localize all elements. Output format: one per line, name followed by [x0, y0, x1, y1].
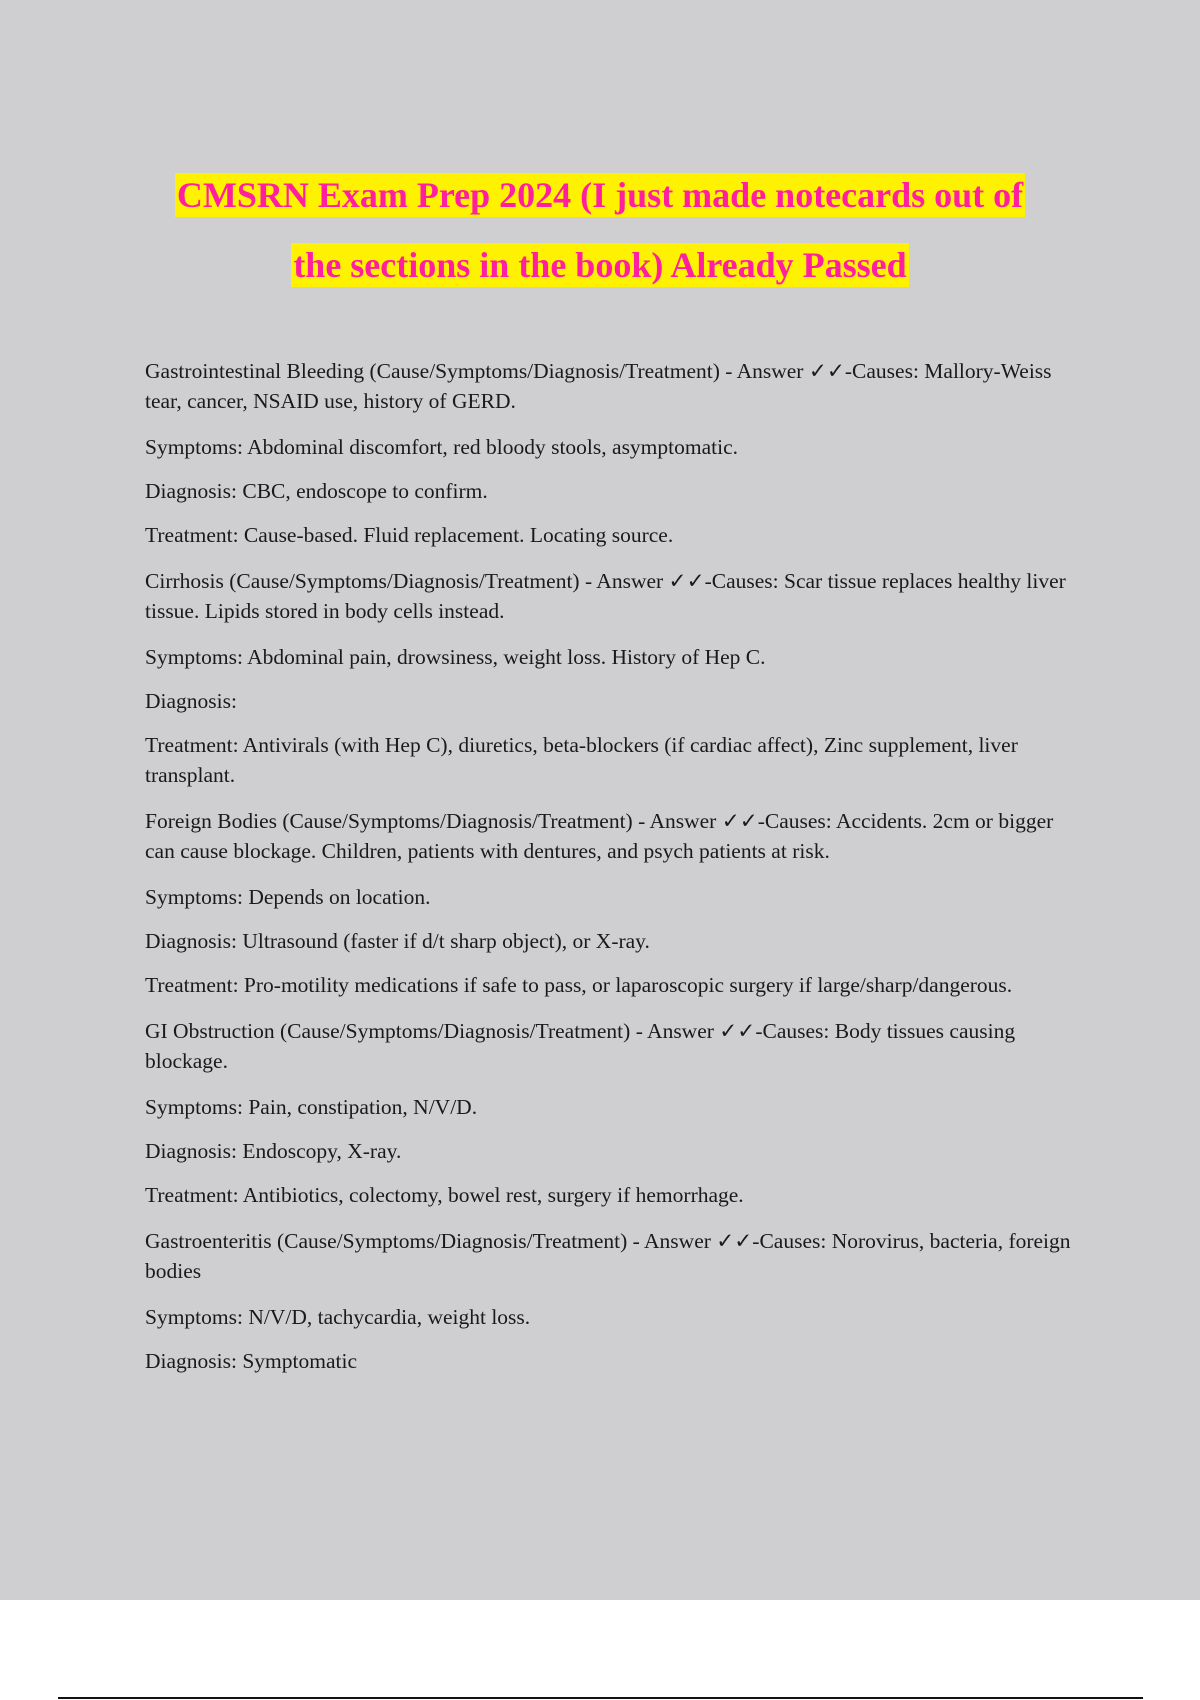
footer-divider: [58, 1697, 1143, 1699]
paragraph: Symptoms: Abdominal discomfort, red bloody stools, asymptomatic.: [145, 435, 739, 459]
paragraph: Treatment: Antivirals (with Hep C), diuretics, beta-blockers (if cardiac affect), Zinc supplement, liver transplant.: [145, 733, 1018, 787]
paragraph: Diagnosis: Ultrasound (faster if d/t sharp object), or X-ray.: [145, 929, 650, 953]
paragraph: Symptoms: N/V/D, tachycardia, weight loss.: [145, 1305, 531, 1329]
document-body: [145, 356, 1085, 1390]
paragraph: Symptoms: Depends on location.: [145, 885, 431, 909]
paragraph: Treatment: Cause-based. Fluid replacement. Locating source.: [145, 523, 674, 547]
paragraph: Diagnosis: Symptomatic: [145, 1349, 358, 1373]
title-line-1: CMSRN Exam Prep 2024 (I just made notecards out of: [176, 175, 1024, 215]
paragraph: Gastroenteritis (Cause/Symptoms/Diagnosis/Treatment) - Answer ✓✓-Causes: Norovirus, bacteria, foreign bodies: [145, 1229, 1071, 1283]
paragraph: Cirrhosis (Cause/Symptoms/Diagnosis/Treatment) - Answer ✓✓-Causes: Scar tissue replaces healthy liver tissue. Lipids stored in body cells instead.: [145, 569, 1066, 623]
paragraph: GI Obstruction (Cause/Symptoms/Diagnosis/Treatment) - Answer ✓✓-Causes: Body tissues causing blockage.: [145, 1019, 1016, 1073]
title-line-2: the sections in the book) Already Passed: [293, 245, 907, 285]
paragraph: Foreign Bodies (Cause/Symptoms/Diagnosis/Treatment) - Answer ✓✓-Causes: Accidents. 2cm or bigger can cause blockage. Children, patients with dentures, and psych patients at risk.: [145, 809, 1054, 863]
paragraph: Symptoms: Pain, constipation, N/V/D.: [145, 1095, 478, 1119]
paragraph: Treatment: Antibiotics, colectomy, bowel rest, surgery if hemorrhage.: [145, 1183, 744, 1207]
paragraph: Gastrointestinal Bleeding (Cause/Symptoms/Diagnosis/Treatment) - Answer ✓✓-Causes: Mallory-Weiss tear, cancer, NSAID use, history of GERD.: [145, 359, 1052, 413]
paragraph: Treatment: Pro-motility medications if safe to pass, or laparoscopic surgery if large/sharp/dangerous.: [145, 973, 1013, 997]
page-title: [0, 160, 1200, 300]
paragraph: Diagnosis:: [145, 689, 237, 713]
paragraph: Diagnosis: Endoscopy, X-ray.: [145, 1139, 402, 1163]
paragraph: Symptoms: Abdominal pain, drowsiness, weight loss. History of Hep C.: [145, 645, 766, 669]
paragraph: Diagnosis: CBC, endoscope to confirm.: [145, 479, 488, 503]
